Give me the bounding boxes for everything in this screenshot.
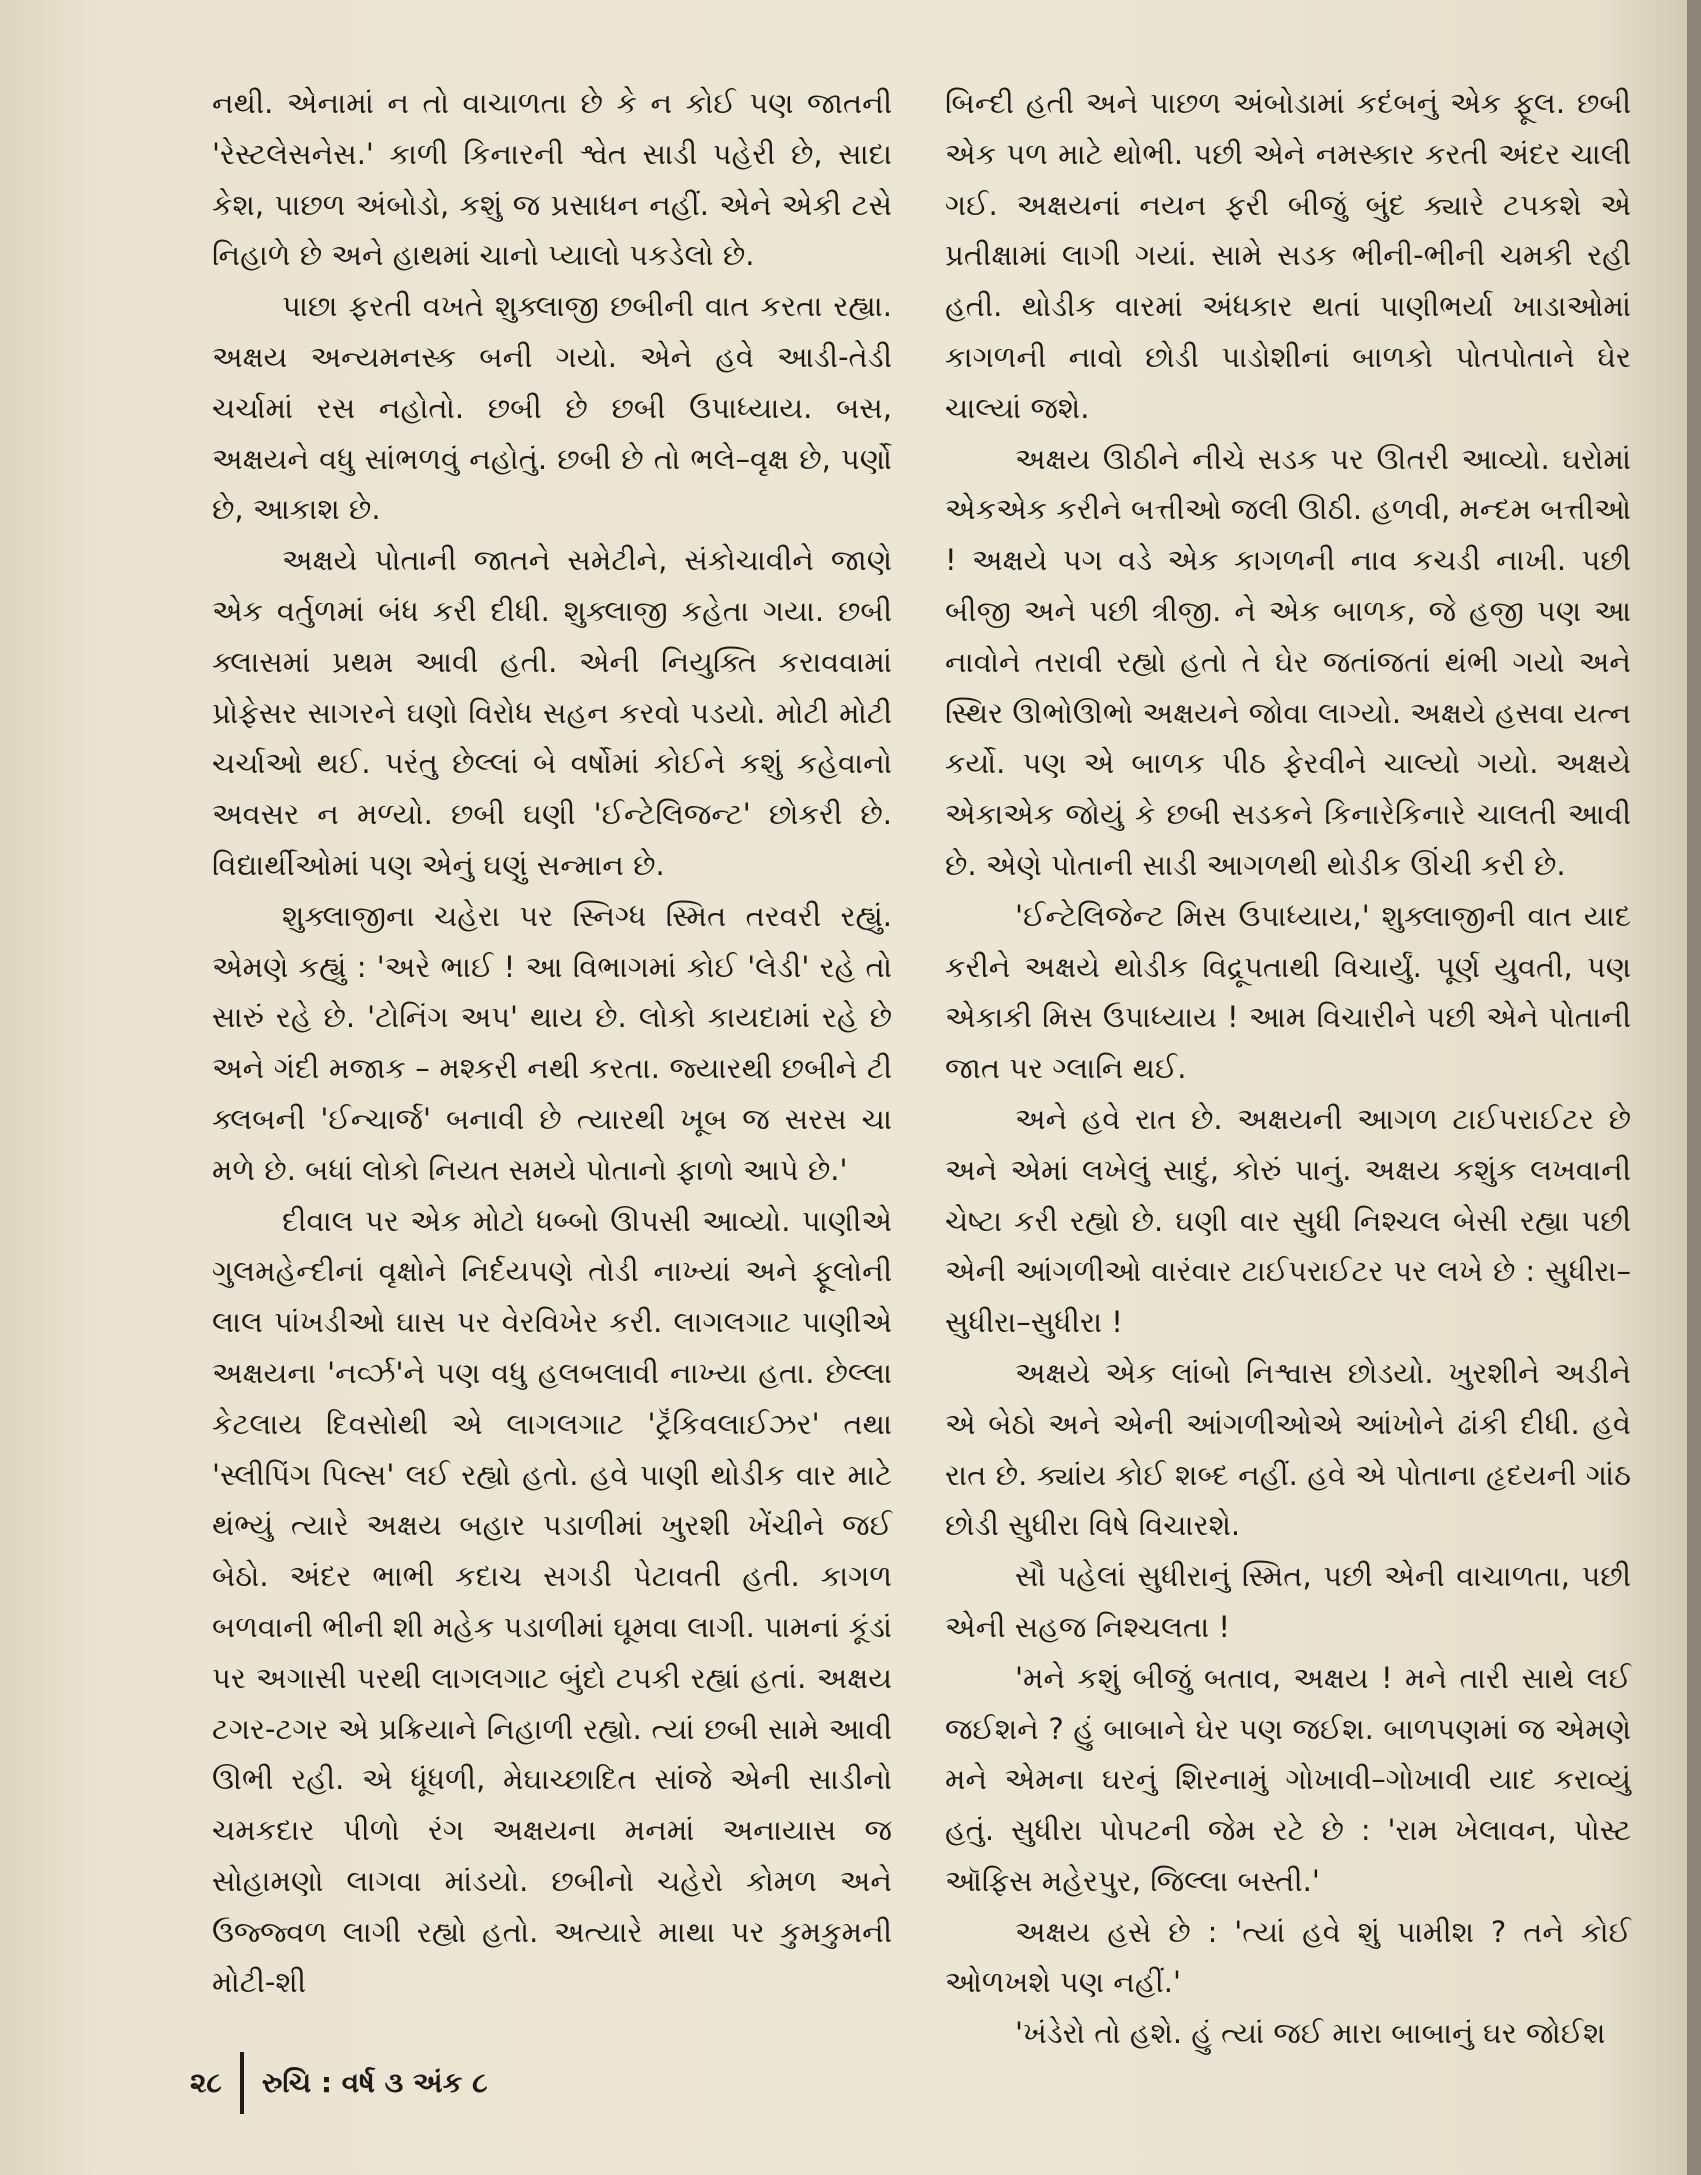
paragraph: અક્ષય હસે છે : 'ત્યાં હવે શું પામીશ ? તને કોઈ ઓળખશે પણ નહીં.' [945, 1914, 1631, 2000]
page-edge [1687, 0, 1701, 2175]
paragraph: અક્ષય ઊઠીને નીચે સડક પર ઊતરી આવ્યો. ઘરોમાં એકએક કરીને બત્તીઓ જલી ઊઠી. હળવી, મન્દમ બત્તીઓ ! અક્ષયે પગ વડે એક કાગળની નાવ કચડી નાખી. પછી બીજી અને પછી ત્રીજી. ને એક બાળક, જે હજી પણ આ નાવોને તરાવી રહ્યો હતો તે ઘેર જતાંજતાં થંભી ગયો અને સ્થિર ઊભોઊભો અક્ષયને જોવા લાગ્યો. અક્ષયે હસવા યત્ન કર્યો. પણ એ બાળક પીઠ ફેરવીને ચાલ્યો ગયો. અક્ષયે એકાએક જોયું કે છબી સડકને કિનારેકિનારે ચાલતી આવી છે. એણે પોતાની સાડી આગળથી થોડીક ઊંચી કરી છે. [945, 441, 1631, 882]
right-text-column [945, 78, 1631, 2059]
page-footer [190, 2052, 488, 2114]
paragraph: બિન્દી હતી અને પાછળ અંબોડામાં કદંબનું એક ફૂલ. છબી એક પળ માટે થોભી. પછી એને નમસ્કાર કરતી અંદર ચાલી ગઈ. અક્ષયનાં નયન ફરી બીજું બુંદ ક્યારે ટપકશે એ પ્રતીક્ષામાં લાગી ગયાં. સામે સડક ભીની-ભીની ચમકી રહી હતી. થોડીક વારમાં અંધકાર થતાં પાણીભર્યા ખાડાઓમાં કાગળની નાવો છોડી પાડોશીનાં બાળકો પોતપોતાને ઘેર ચાલ્યાં જશે. [945, 86, 1631, 425]
paragraph: અક્ષયે એક લાંબો નિશ્વાસ છોડયો. ખુરશીને અડીને એ બેઠો અને એની આંગળીઓએ આંખોને ઢાંકી દીધી. હવે રાત છે. ક્યાંય કોઈ શબ્દ નહીં. હવે એ પોતાના હૃદયની ગાંઠ છોડી સુધીરા વિષે વિચારશે. [945, 1355, 1631, 1543]
paragraph: અને હવે રાત છે. અક્ષયની આગળ ટાઈપરાઈટર છે અને એમાં લખેલું સાદું, કોરું પાનું. અક્ષય કશુંક લખવાની ચેષ્ટા કરી રહ્યો છે. ઘણી વાર સુધી નિશ્ચલ બેસી રહ્યા પછી એની આંગળીઓ વારંવાર ટાઈપરાઈટર પર લખે છે : સુધીરા–સુધીરા–સુધીરા ! [945, 1101, 1631, 1340]
page-number: ૨૮ [190, 2066, 222, 2099]
left-text-column [212, 78, 892, 2008]
paragraph: અક્ષયે પોતાની જાતને સમેટીને, સંકોચાવીને જાણે એક વર્તુળમાં બંધ કરી દીધી. શુક્લાજી કહેતા ગયા. છબી ક્લાસમાં પ્રથમ આવી હતી. એની નિયુક્તિ કરાવવામાં પ્રોફેસર સાગરને ઘણો વિરોધ સહન કરવો પડયો. મોટી મોટી ચર્ચાઓ થઈ. પરંતુ છેલ્લાં બે વર્ષોમાં કોઈને કશું કહેવાનો અવસર ન મળ્યો. છબી ઘણી 'ઈન્ટેલિજન્ટ' છોકરી છે. વિદ્યાર્થીઓમાં પણ એનું ઘણું સન્માન છે. [212, 543, 892, 882]
paragraph: શુક્લાજીના ચહેરા પર સ્નિગ્ધ સ્મિત તરવરી રહ્યું. એમણે કહ્યું : 'અરે ભાઈ ! આ વિભાગમાં કોઈ 'લેડી' રહે તો સારું રહે છે. 'ટોનિંગ અપ' થાય છે. લોકો કાયદામાં રહે છે અને ગંદી મજાક – મશ્કરી નથી કરતા. જ્યારથી છબીને ટી ક્લબની 'ઈન્ચાર્જ' બનાવી છે ત્યારથી ખૂબ જ સરસ ચા મળે છે. બધાં લોકો નિયત સમયે પોતાનો ફાળો આપે છે.' [212, 898, 892, 1187]
journal-issue: રુચિ : વર્ષ ૩ અંક ૮ [261, 2066, 488, 2099]
paragraph: સૌ પહેલાં સુધીરાનું સ્મિત, પછી એની વાચાળતા, પછી એની સહજ નિશ્ચલતા ! [945, 1559, 1631, 1644]
paragraph: નથી. એનામાં ન તો વાચાળતા છે કે ન કોઈ પણ જાતની 'રેસ્ટલેસનેસ.' કાળી કિનારની શ્વેત સાડી પહેરી છે, સાદા કેશ, પાછળ અંબોડો, કશું જ પ્રસાધન નહીં. એને એકી ટસે નિહાળે છે અને હાથમાં ચાનો પ્યાલો પકડેલો છે. [212, 86, 892, 273]
paragraph: પાછા ફરતી વખતે શુક્લાજી છબીની વાત કરતા રહ્યા. અક્ષય અન્યમનસ્ક બની ગયો. એને હવે આડી-તેડી ચર્ચામાં રસ નહોતો. છબી છે છબી ઉપાધ્યાય. બસ, અક્ષયને વધુ સાંભળવું નહોતું. છબી છે તો ભલે–વૃક્ષ છે, પર્ણો છે, આકાશ છે. [212, 289, 892, 527]
paragraph: દીવાલ પર એક મોટો ધબ્બો ઊપસી આવ્યો. પાણીએ ગુલમહેન્દીનાં વૃક્ષોને નિર્દયપણે તોડી નાખ્યાં અને ફૂલોની લાલ પાંખડીઓ ઘાસ પર વેરવિખેર કરી. લાગલગાટ પાણીએ અક્ષયના 'નર્વ્ઝ'ને પણ વધુ હલબલાવી નાખ્યા હતા. છેલ્લા કેટલાય દિવસોથી એ લાગલગાટ 'ટ્રૅંકિવલાઈઝર' તથા 'સ્લીપિંગ પિલ્સ' લઈ રહ્યો હતો. હવે પાણી થોડીક વાર માટે થંભ્યું ત્યારે અક્ષય બહાર પડાળીમાં ખુરશી ખેંચીને જઈ બેઠો. અંદર ભાભી કદાચ સગડી પેટાવતી હતી. કાગળ બળવાની ભીની શી મહેક પડાળીમાં ઘૂમવા લાગી. પામનાં કૂંડાં પર અગાસી પરથી લાગલગાટ બુંદો ટપકી રહ્યાં હતાં. અક્ષય ટગર-ટગર એ પ્રક્રિયાને નિહાળી રહ્યો. ત્યાં છબી સામે આવી ઊભી રહી. એ ધૂંધળી, મેઘાચ્છાદિત સાંજે એની સાડીનો ચમકદાર પીળો રંગ અક્ષયના મનમાં અનાયાસ જ સોહામણો લાગવા માંડયો. છબીનો ચહેરો કોમળ અને ઉજ્જ્વળ લાગી રહ્યો હતો. અત્યારે માથા પર કુમકુમની મોટી-શી [212, 1203, 892, 2000]
paragraph: 'ખંડેરો તો હશે. હું ત્યાં જઈ મારા બાબાનું ઘર જોઈશ [1015, 2016, 1606, 2051]
paragraph: 'મને કશું બીજું બતાવ, અક્ષય ! મને તારી સાથે લઈ જઈશને ? હું બાબાને ઘેર પણ જઈશ. બાળપણમાં જ એમણે મને એમના ઘરનું શિરનામું ગોખાવી–ગોખાવી યાદ કરાવ્યું હતું. સુધીરા પોપટની જેમ રટે છે : 'રામ ખેલાવન, પોસ્ટ ઑફિસ મહેરપુર, જિલ્લા બસ્તી.' [945, 1660, 1631, 1898]
footer-divider [240, 2052, 244, 2114]
paragraph: 'ઈન્ટેલિજેન્ટ મિસ ઉપાધ્યાય,' શુક્લાજીની વાત યાદ કરીને અક્ષયે થોડીક વિદ્રૂપતાથી વિચાર્યું. પૂર્ણ યુવતી, પણ એકાકી મિસ ઉપાધ્યાય ! આમ વિચારીને પછી એને પોતાની જાત પર ગ્લાનિ થઈ. [945, 898, 1631, 1086]
